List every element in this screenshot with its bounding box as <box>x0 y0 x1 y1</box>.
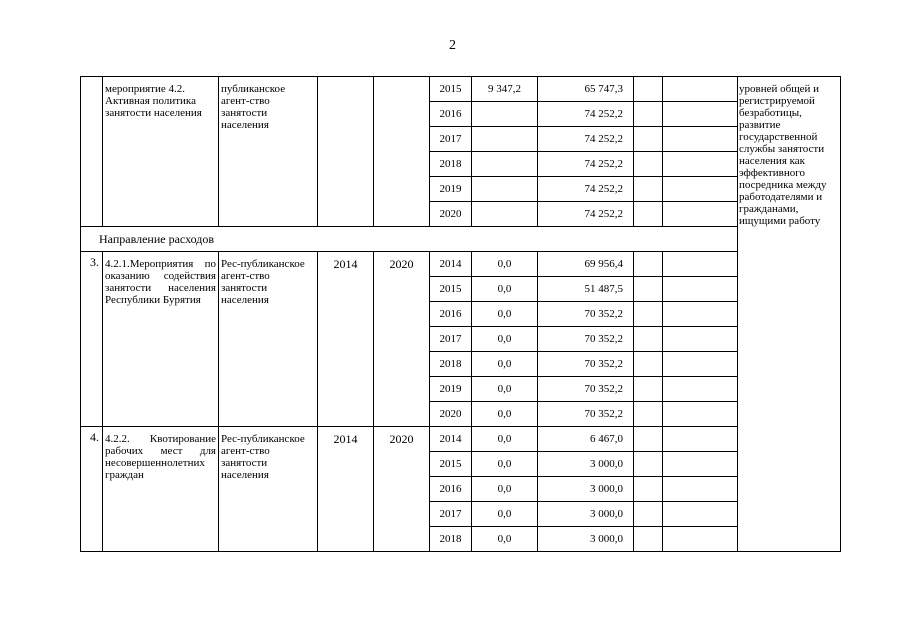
section-heading-row <box>81 227 841 252</box>
empty-cell <box>663 427 738 452</box>
end-year-cell: 2020 <box>374 252 430 427</box>
empty-cell <box>634 252 663 277</box>
measure-cell: мероприятие 4.2. Активная политика занятости населения <box>103 77 219 227</box>
federal-amount-cell: 0,0 <box>472 427 538 452</box>
empty-cell <box>663 152 738 177</box>
regional-amount-cell: 51 487,5 <box>538 277 634 302</box>
federal-amount-cell: 0,0 <box>472 402 538 427</box>
federal-amount-cell: 0,0 <box>472 277 538 302</box>
regional-amount-cell: 74 252,2 <box>538 202 634 227</box>
start-year-cell: 2014 <box>318 427 374 552</box>
expected-result-cell: уровней общей и регистрируемой безработицы, развитие государственной службы занятости населения как эффективного посредника между работодателями и гражданами, ищущими работу <box>738 77 841 552</box>
empty-cell <box>663 477 738 502</box>
federal-amount-cell <box>472 152 538 177</box>
empty-cell <box>634 377 663 402</box>
empty-cell <box>663 527 738 552</box>
empty-cell <box>634 452 663 477</box>
regional-amount-cell: 74 252,2 <box>538 127 634 152</box>
end-year-cell <box>374 77 430 227</box>
regional-amount-cell: 69 956,4 <box>538 252 634 277</box>
empty-cell <box>634 477 663 502</box>
executor-cell: Рес-публиканское агент-ство занятости населения <box>219 427 318 552</box>
federal-amount-cell <box>472 177 538 202</box>
table-row <box>81 252 841 277</box>
regional-amount-cell: 3 000,0 <box>538 527 634 552</box>
federal-amount-cell: 0,0 <box>472 477 538 502</box>
federal-amount-cell: 0,0 <box>472 252 538 277</box>
federal-amount-cell <box>472 202 538 227</box>
regional-amount-cell: 70 352,2 <box>538 377 634 402</box>
empty-cell <box>663 452 738 477</box>
year-cell: 2018 <box>430 152 472 177</box>
empty-cell <box>663 277 738 302</box>
empty-cell <box>634 327 663 352</box>
regional-amount-cell: 65 747,3 <box>538 77 634 102</box>
year-cell: 2017 <box>430 127 472 152</box>
empty-cell <box>634 127 663 152</box>
year-cell: 2019 <box>430 377 472 402</box>
empty-cell <box>663 252 738 277</box>
year-cell: 2015 <box>430 452 472 477</box>
regional-amount-cell: 74 252,2 <box>538 152 634 177</box>
year-cell: 2014 <box>430 252 472 277</box>
year-cell: 2016 <box>430 302 472 327</box>
regional-amount-cell: 70 352,2 <box>538 327 634 352</box>
end-year-cell: 2020 <box>374 427 430 552</box>
measure-cell: 4.2.1.Мероприятия по оказанию содействия занятости населения Республики Бурятия <box>103 252 219 427</box>
year-cell: 2018 <box>430 527 472 552</box>
start-year-cell <box>318 77 374 227</box>
year-cell: 2015 <box>430 77 472 102</box>
empty-cell <box>634 102 663 127</box>
program-table <box>80 76 841 552</box>
empty-cell <box>663 202 738 227</box>
empty-cell <box>663 77 738 102</box>
start-year-cell: 2014 <box>318 252 374 427</box>
empty-cell <box>663 352 738 377</box>
regional-amount-cell: 74 252,2 <box>538 177 634 202</box>
year-cell: 2019 <box>430 177 472 202</box>
year-cell: 2017 <box>430 327 472 352</box>
index-cell: 3. <box>81 252 103 427</box>
empty-cell <box>663 102 738 127</box>
federal-amount-cell <box>472 127 538 152</box>
federal-amount-cell: 9 347,2 <box>472 77 538 102</box>
empty-cell <box>634 527 663 552</box>
federal-amount-cell: 0,0 <box>472 377 538 402</box>
year-cell: 2020 <box>430 402 472 427</box>
table-row <box>81 427 841 452</box>
federal-amount-cell: 0,0 <box>472 352 538 377</box>
empty-cell <box>634 427 663 452</box>
federal-amount-cell <box>472 102 538 127</box>
year-cell: 2018 <box>430 352 472 377</box>
empty-cell <box>663 402 738 427</box>
empty-cell <box>663 377 738 402</box>
year-cell: 2020 <box>430 202 472 227</box>
empty-cell <box>663 127 738 152</box>
empty-cell <box>634 202 663 227</box>
federal-amount-cell: 0,0 <box>472 302 538 327</box>
year-cell: 2015 <box>430 277 472 302</box>
federal-amount-cell: 0,0 <box>472 527 538 552</box>
table-row <box>81 77 841 102</box>
empty-cell <box>634 177 663 202</box>
executor-cell: Рес-публиканское агент-ство занятости населения <box>219 252 318 427</box>
regional-amount-cell: 70 352,2 <box>538 302 634 327</box>
empty-cell <box>634 302 663 327</box>
year-cell: 2016 <box>430 102 472 127</box>
empty-cell <box>663 302 738 327</box>
year-cell: 2014 <box>430 427 472 452</box>
regional-amount-cell: 70 352,2 <box>538 352 634 377</box>
measure-cell: 4.2.2. Квотирование рабочих мест для несовершеннолетних граждан <box>103 427 219 552</box>
regional-amount-cell: 3 000,0 <box>538 502 634 527</box>
empty-cell <box>634 277 663 302</box>
executor-cell: публиканское агент-ство занятости населения <box>219 77 318 227</box>
regional-amount-cell: 3 000,0 <box>538 452 634 477</box>
regional-amount-cell: 74 252,2 <box>538 102 634 127</box>
page-number: 2 <box>449 38 456 53</box>
index-cell: 4. <box>81 427 103 552</box>
index-cell <box>81 77 103 227</box>
year-cell: 2017 <box>430 502 472 527</box>
empty-cell <box>663 177 738 202</box>
empty-cell <box>634 152 663 177</box>
federal-amount-cell: 0,0 <box>472 327 538 352</box>
empty-cell <box>663 502 738 527</box>
section-heading: Направление расходов <box>81 227 738 252</box>
regional-amount-cell: 70 352,2 <box>538 402 634 427</box>
empty-cell <box>634 77 663 102</box>
regional-amount-cell: 3 000,0 <box>538 477 634 502</box>
year-cell: 2016 <box>430 477 472 502</box>
federal-amount-cell: 0,0 <box>472 502 538 527</box>
empty-cell <box>634 352 663 377</box>
regional-amount-cell: 6 467,0 <box>538 427 634 452</box>
federal-amount-cell: 0,0 <box>472 452 538 477</box>
empty-cell <box>663 327 738 352</box>
empty-cell <box>634 502 663 527</box>
empty-cell <box>634 402 663 427</box>
